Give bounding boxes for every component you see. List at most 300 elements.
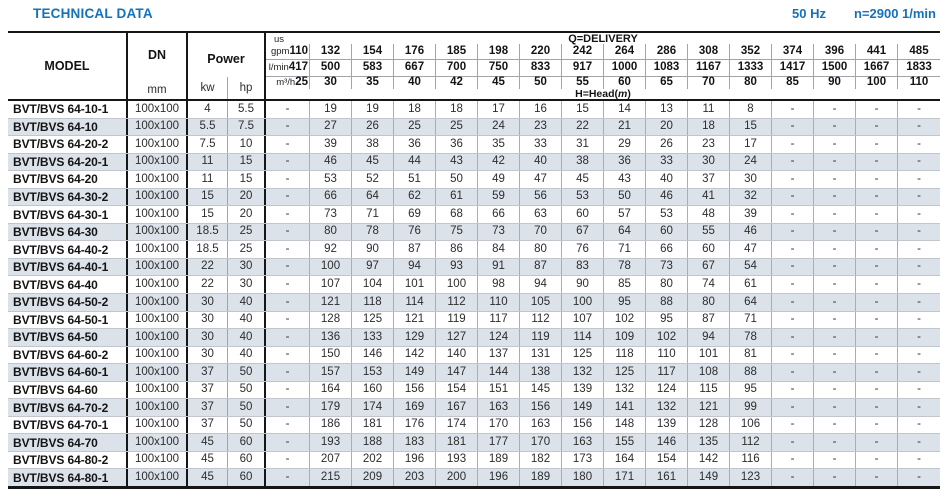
m3h-first-value: 25 — [295, 76, 308, 89]
table-row — [8, 452, 940, 470]
head-value-cell: 93 — [436, 259, 478, 276]
head-value-cell: 26 — [646, 136, 688, 153]
frequency-info — [792, 6, 936, 21]
kw-cell: 11 — [188, 171, 228, 188]
head-value-cell: 60 — [688, 241, 730, 258]
table-row — [8, 294, 940, 312]
dn-cell: 100x100 — [128, 329, 188, 346]
head-value-cell: 85 — [604, 276, 646, 293]
head-value-cell: 149 — [688, 469, 730, 486]
head-value-cell: - — [266, 347, 310, 364]
head-value-cell: 104 — [352, 276, 394, 293]
top-bar — [33, 6, 936, 21]
head-value-cell: - — [814, 399, 856, 416]
head-value-cell: - — [772, 154, 814, 171]
table-row — [8, 241, 940, 259]
head-value-cell: - — [814, 329, 856, 346]
head-value-cell: 112 — [730, 434, 772, 451]
hp-unit-label: hp — [228, 77, 266, 99]
hp-cell: 40 — [228, 312, 266, 329]
head-value-cell: 193 — [310, 434, 352, 451]
dn-cell: 100x100 — [128, 452, 188, 469]
head-value-cell: 132 — [604, 382, 646, 399]
head-value-cell: 102 — [604, 312, 646, 329]
head-value-cell: - — [772, 136, 814, 153]
head-value-cell: - — [772, 329, 814, 346]
dn-unit-label: mm — [147, 84, 167, 96]
head-value-cell: 169 — [394, 399, 436, 416]
head-value-cell: 51 — [394, 171, 436, 188]
head-value-cell: 117 — [478, 312, 520, 329]
head-value-cell: 20 — [646, 119, 688, 136]
head-value-cell: - — [772, 364, 814, 381]
head-value-cell: 67 — [562, 224, 604, 241]
head-value-cell: 121 — [394, 312, 436, 329]
delivery-header-value: 242 — [562, 44, 604, 59]
head-value-cell: - — [856, 312, 898, 329]
head-value-cell: 149 — [562, 399, 604, 416]
head-value-cell: 150 — [310, 347, 352, 364]
head-value-cell: - — [814, 259, 856, 276]
dn-cell: 100x100 — [128, 399, 188, 416]
head-value-cell: - — [856, 259, 898, 276]
head-value-cell: 40 — [520, 154, 562, 171]
head-value-cell: 94 — [688, 329, 730, 346]
table-row — [8, 347, 940, 365]
head-value-cell: - — [772, 434, 814, 451]
kw-cell: 22 — [188, 259, 228, 276]
head-value-cell: 60 — [646, 224, 688, 241]
head-value-cell: 26 — [352, 119, 394, 136]
head-value-cell: 163 — [478, 399, 520, 416]
head-value-cell: 119 — [436, 312, 478, 329]
head-value-cell: 160 — [352, 382, 394, 399]
head-value-cell: 56 — [520, 189, 562, 206]
head-value-cell: 163 — [520, 417, 562, 434]
head-value-cell: 94 — [520, 276, 562, 293]
lmin-unit-label: l/min — [268, 62, 289, 74]
kw-unit-label: kw — [188, 77, 228, 99]
model-cell: BVT/BVS 64-50 — [8, 329, 128, 346]
head-value-cell: - — [917, 225, 921, 238]
head-value-cell: 112 — [436, 294, 478, 311]
head-value-cell: 193 — [436, 452, 478, 469]
head-value-cell: 88 — [646, 294, 688, 311]
head-value-cell: - — [856, 136, 898, 153]
head-value-cell: 17 — [478, 101, 520, 118]
head-value-cell: 55 — [688, 224, 730, 241]
head-value-cell: 146 — [352, 347, 394, 364]
head-value-cell: 141 — [604, 399, 646, 416]
head-value-cell: - — [856, 206, 898, 223]
head-value-cell: 164 — [604, 452, 646, 469]
head-value-cell: 121 — [310, 294, 352, 311]
head-value-cell: 173 — [562, 452, 604, 469]
dn-cell: 100x100 — [128, 119, 188, 136]
delivery-header-value: 485 — [909, 44, 929, 57]
delivery-header-value: 833 — [520, 60, 562, 75]
head-value-cell: 44 — [394, 154, 436, 171]
head-value-cell: 62 — [394, 189, 436, 206]
head-value-cell: 188 — [352, 434, 394, 451]
head-value-cell: 43 — [604, 171, 646, 188]
model-cell: BVT/BVS 64-30-2 — [8, 189, 128, 206]
head-value-cell: 81 — [730, 347, 772, 364]
head-value-cell: - — [917, 242, 921, 255]
head-value-cell: 24 — [478, 119, 520, 136]
head-value-cell: 50 — [436, 171, 478, 188]
head-value-cell: - — [772, 382, 814, 399]
head-value-cell: - — [814, 241, 856, 258]
head-label-unit: m — [618, 87, 628, 100]
model-cell: BVT/BVS 64-40-2 — [8, 241, 128, 258]
model-cell: BVT/BVS 64-20 — [8, 171, 128, 188]
dn-cell: 100x100 — [128, 154, 188, 171]
head-value-cell: 41 — [688, 189, 730, 206]
delivery-header-value: 917 — [562, 60, 604, 75]
head-value-cell: 68 — [436, 206, 478, 223]
model-cell: BVT/BVS 64-50-1 — [8, 312, 128, 329]
kw-cell: 4 — [188, 101, 228, 118]
head-value-cell: 155 — [604, 434, 646, 451]
head-value-cell: 38 — [562, 154, 604, 171]
kw-cell: 7.5 — [188, 136, 228, 153]
head-value-cell: 170 — [478, 417, 520, 434]
head-value-cell: 22 — [562, 119, 604, 136]
delivery-header-value: 100 — [856, 77, 898, 89]
head-value-cell: 64 — [730, 294, 772, 311]
head-value-cell: 215 — [310, 469, 352, 486]
head-value-cell: 18 — [436, 101, 478, 118]
head-value-cell: 125 — [604, 364, 646, 381]
head-value-cell: 39 — [310, 136, 352, 153]
head-value-cell: 128 — [310, 312, 352, 329]
hp-cell: 25 — [228, 241, 266, 258]
head-value-cell: - — [772, 347, 814, 364]
head-value-cell: - — [814, 434, 856, 451]
hp-cell: 40 — [228, 329, 266, 346]
head-value-cell: 16 — [520, 101, 562, 118]
kw-cell: 30 — [188, 347, 228, 364]
head-value-cell: - — [772, 452, 814, 469]
head-value-cell: 88 — [730, 364, 772, 381]
table-row — [8, 382, 940, 400]
hp-cell: 30 — [228, 259, 266, 276]
head-value-cell: 18 — [688, 119, 730, 136]
head-value-cell: - — [917, 155, 921, 168]
kw-cell: 37 — [188, 364, 228, 381]
head-value-cell: 145 — [520, 382, 562, 399]
head-value-cell: 90 — [352, 241, 394, 258]
m3h-unit-label: m³/h — [276, 77, 296, 89]
head-value-cell: 131 — [520, 347, 562, 364]
delivery-header-value: 374 — [772, 44, 814, 59]
head-value-cell: 33 — [646, 154, 688, 171]
head-value-cell: - — [856, 276, 898, 293]
head-value-cell: 99 — [730, 399, 772, 416]
delivery-header-value: 176 — [394, 44, 436, 59]
head-label-prefix: H=Head( — [575, 87, 619, 100]
head-value-cell: - — [266, 434, 310, 451]
head-value-cell: 75 — [436, 224, 478, 241]
head-value-cell: - — [772, 294, 814, 311]
kw-cell: 45 — [188, 469, 228, 486]
delivery-header-value: 1083 — [646, 60, 688, 75]
head-value-cell: 124 — [478, 329, 520, 346]
delivery-header-value: 286 — [646, 44, 688, 59]
head-value-cell: - — [772, 312, 814, 329]
head-value-cell: - — [266, 189, 310, 206]
head-value-cell: 164 — [310, 382, 352, 399]
head-value-cell: 57 — [604, 206, 646, 223]
head-value-cell: 48 — [688, 206, 730, 223]
head-value-cell: - — [917, 137, 921, 150]
delivery-header — [266, 33, 940, 99]
hp-cell: 7.5 — [228, 119, 266, 136]
head-value-cell: 157 — [310, 364, 352, 381]
head-value-cell: 66 — [478, 206, 520, 223]
head-value-cell: 100 — [436, 276, 478, 293]
head-value-cell: 156 — [562, 417, 604, 434]
lmin-unit-cell — [266, 60, 310, 75]
head-value-cell: 132 — [646, 399, 688, 416]
head-value-cell: 91 — [478, 259, 520, 276]
head-value-cell: 200 — [436, 469, 478, 486]
table-row — [8, 154, 940, 172]
head-value-cell: 71 — [352, 206, 394, 223]
head-value-cell: - — [772, 206, 814, 223]
model-cell: BVT/BVS 64-30-1 — [8, 206, 128, 223]
head-value-cell: - — [772, 469, 814, 486]
hp-cell: 20 — [228, 206, 266, 223]
head-value-cell: 94 — [394, 259, 436, 276]
head-value-cell: 125 — [562, 347, 604, 364]
head-value-cell: 66 — [646, 241, 688, 258]
table-row — [8, 434, 940, 452]
head-value-cell: 107 — [310, 276, 352, 293]
hp-cell: 50 — [228, 364, 266, 381]
head-value-cell: - — [856, 347, 898, 364]
head-value-cell: 78 — [730, 329, 772, 346]
head-value-cell: 83 — [562, 259, 604, 276]
head-value-cell: 98 — [478, 276, 520, 293]
head-value-cell: 46 — [646, 189, 688, 206]
kw-cell: 30 — [188, 294, 228, 311]
head-value-cell: - — [917, 471, 921, 483]
delivery-header-value: 80 — [730, 77, 772, 89]
head-value-cell: 102 — [646, 329, 688, 346]
head-value-cell: - — [917, 453, 921, 466]
head-value-cell: - — [266, 119, 310, 136]
table-row — [8, 417, 940, 435]
dn-cell: 100x100 — [128, 206, 188, 223]
head-value-cell: 156 — [520, 399, 562, 416]
head-value-cell: - — [266, 259, 310, 276]
dn-cell: 100x100 — [128, 312, 188, 329]
head-value-cell: - — [856, 294, 898, 311]
head-value-cell: 116 — [730, 452, 772, 469]
table-row — [8, 101, 940, 119]
model-cell: BVT/BVS 64-60-1 — [8, 364, 128, 381]
head-value-cell: 106 — [730, 417, 772, 434]
head-value-cell: - — [814, 469, 856, 486]
page-title: TECHNICAL DATA — [33, 6, 153, 21]
delivery-header-value: 1333 — [730, 60, 772, 75]
head-value-cell: - — [856, 101, 898, 118]
dn-label: DN — [147, 48, 167, 62]
head-value-cell: 95 — [604, 294, 646, 311]
kw-cell: 18.5 — [188, 224, 228, 241]
delivery-header-value: 70 — [688, 77, 730, 89]
head-value-cell: 179 — [310, 399, 352, 416]
head-value-cell: - — [856, 189, 898, 206]
delivery-header-value: 198 — [478, 44, 520, 59]
head-value-cell: - — [917, 120, 921, 133]
dn-cell: 100x100 — [128, 171, 188, 188]
dn-cell: 100x100 — [128, 364, 188, 381]
head-value-cell: 36 — [436, 136, 478, 153]
head-value-cell: 114 — [562, 329, 604, 346]
head-value-cell: 84 — [478, 241, 520, 258]
head-value-cell: - — [772, 224, 814, 241]
head-value-cell: 53 — [646, 206, 688, 223]
head-value-cell: 47 — [520, 171, 562, 188]
table-row — [8, 171, 940, 189]
head-value-cell: 50 — [604, 189, 646, 206]
hp-cell: 50 — [228, 382, 266, 399]
head-value-cell: 25 — [436, 119, 478, 136]
head-value-cell: - — [266, 136, 310, 153]
model-cell: BVT/BVS 64-20-1 — [8, 154, 128, 171]
delivery-header-value: 42 — [436, 77, 478, 89]
head-value-cell: 95 — [730, 382, 772, 399]
head-value-cell: 142 — [688, 452, 730, 469]
hp-cell: 40 — [228, 347, 266, 364]
hp-cell: 50 — [228, 417, 266, 434]
head-value-cell: - — [917, 295, 921, 308]
head-value-cell: - — [814, 101, 856, 118]
head-value-cell: - — [266, 224, 310, 241]
head-value-cell: - — [266, 382, 310, 399]
head-value-cell: 67 — [688, 259, 730, 276]
model-cell: BVT/BVS 64-60-2 — [8, 347, 128, 364]
head-value-cell: 110 — [646, 347, 688, 364]
table-row — [8, 189, 940, 207]
delivery-header-value: 85 — [772, 77, 814, 89]
head-value-cell: 125 — [352, 312, 394, 329]
kw-cell: 22 — [188, 276, 228, 293]
head-value-cell: 66 — [310, 189, 352, 206]
head-value-cell: - — [266, 154, 310, 171]
table-row — [8, 399, 940, 417]
head-value-cell: 154 — [646, 452, 688, 469]
head-value-cell: 60 — [562, 206, 604, 223]
head-value-cell: 37 — [688, 171, 730, 188]
head-value-cell: 86 — [436, 241, 478, 258]
head-value-cell: 101 — [688, 347, 730, 364]
head-label-suffix: ) — [627, 87, 631, 100]
head-value-cell: 30 — [688, 154, 730, 171]
head-value-cell: 76 — [394, 224, 436, 241]
head-value-cell: - — [814, 206, 856, 223]
head-value-cell: - — [266, 417, 310, 434]
head-value-cell: 196 — [394, 452, 436, 469]
head-value-cell: 114 — [394, 294, 436, 311]
head-value-cell: 11 — [688, 101, 730, 118]
head-value-cell: 30 — [730, 171, 772, 188]
hp-cell: 60 — [228, 469, 266, 486]
head-value-cell: - — [266, 171, 310, 188]
head-value-cell: - — [814, 154, 856, 171]
delivery-header-value: 60 — [604, 77, 646, 89]
head-value-cell: 90 — [562, 276, 604, 293]
head-value-cell: - — [814, 364, 856, 381]
head-value-cell: 176 — [394, 417, 436, 434]
head-value-cell: 100 — [310, 259, 352, 276]
head-value-cell: 119 — [520, 329, 562, 346]
kw-cell: 11 — [188, 154, 228, 171]
table-row — [8, 276, 940, 294]
head-value-cell: 118 — [352, 294, 394, 311]
head-value-cell: 64 — [352, 189, 394, 206]
head-value-cell: 23 — [688, 136, 730, 153]
head-value-cell: - — [772, 241, 814, 258]
delivery-header-value: 110 — [909, 76, 929, 89]
head-value-cell: - — [856, 364, 898, 381]
head-value-cell: 71 — [604, 241, 646, 258]
head-value-cell: 39 — [730, 206, 772, 223]
head-value-cell: 25 — [394, 119, 436, 136]
head-value-cell: 61 — [730, 276, 772, 293]
head-value-cell: 182 — [520, 452, 562, 469]
speed-label: n=2900 1/min — [853, 6, 936, 21]
head-value-cell: 183 — [394, 434, 436, 451]
table-row — [8, 224, 940, 242]
head-value-cell: 70 — [520, 224, 562, 241]
delivery-header-value: 55 — [562, 77, 604, 89]
delivery-header-value: 90 — [814, 77, 856, 89]
head-value-cell: - — [266, 364, 310, 381]
head-value-cell: - — [917, 365, 921, 378]
delivery-header-value: 1500 — [814, 60, 856, 75]
head-value-cell: - — [772, 189, 814, 206]
head-value-cell: - — [856, 469, 898, 486]
head-value-cell: - — [266, 241, 310, 258]
head-value-cell: 147 — [436, 364, 478, 381]
head-value-cell: 21 — [604, 119, 646, 136]
head-value-cell: 45 — [562, 171, 604, 188]
head-value-cell: 142 — [394, 347, 436, 364]
hp-cell: 20 — [228, 189, 266, 206]
hp-cell: 5.5 — [228, 101, 266, 118]
head-value-cell: 61 — [436, 189, 478, 206]
head-value-cell: 209 — [352, 469, 394, 486]
head-value-cell: 146 — [646, 434, 688, 451]
hp-cell: 25 — [228, 224, 266, 241]
table-row — [8, 329, 940, 347]
head-value-cell: 92 — [310, 241, 352, 258]
head-value-cell: 59 — [478, 189, 520, 206]
model-cell: BVT/BVS 64-70-1 — [8, 417, 128, 434]
dn-cell: 100x100 — [128, 101, 188, 118]
delivery-header-value: 220 — [520, 44, 562, 59]
delivery-header-value: 35 — [352, 77, 394, 89]
head-value-cell: - — [814, 452, 856, 469]
delivery-title: Q=DELIVERY — [568, 33, 638, 45]
head-value-cell: 47 — [730, 241, 772, 258]
delivery-header-value: 50 — [520, 77, 562, 89]
delivery-header-value: 500 — [310, 60, 352, 75]
